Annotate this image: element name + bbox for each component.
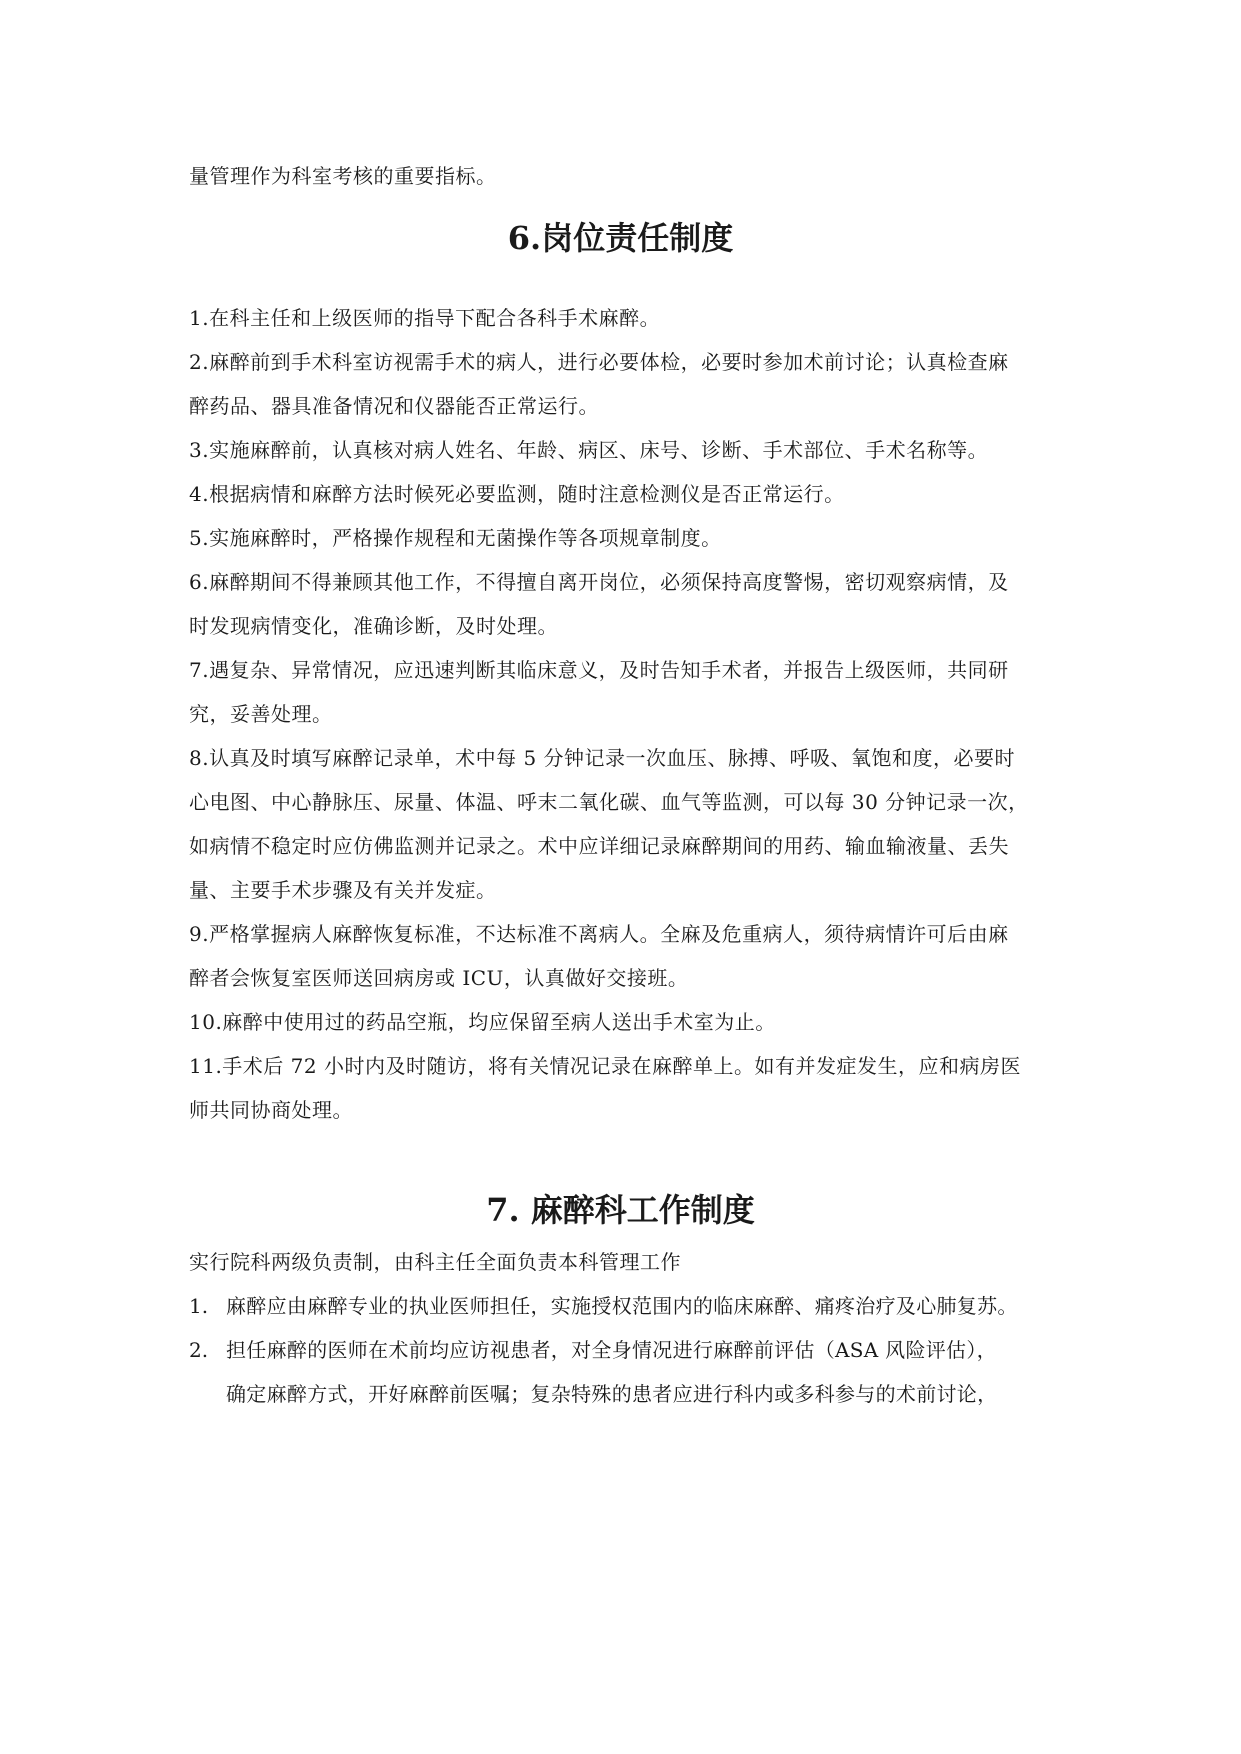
section-6-line: 4.根据病情和麻醉方法时候死必要监测，随时注意检测仪是否正常运行。 [189, 482, 845, 506]
section-7-title: 7. 麻醉科工作制度 [486, 1191, 755, 1229]
list-item-number: 2. [189, 1338, 209, 1362]
section-7-intro: 实行院科两级负责制，由科主任全面负责本科管理工作 [189, 1250, 681, 1274]
section-6-line: 8.认真及时填写麻醉记录单，术中每 5 分钟记录一次血压、脉搏、呼吸、氧饱和度，必要时 [189, 746, 1016, 770]
section-6-line: 醉药品、器具准备情况和仪器能否正常运行。 [189, 394, 599, 418]
section-6-line: 如病情不稳定时应仿佛监测并记录之。术中应详细记录麻醉期间的用药、输血输液量、丢失 [189, 834, 1009, 858]
section-6-line: 11.手术后 72 小时内及时随访，将有关情况记录在麻醉单上。如有并发症发生，应和病房医 [189, 1054, 1021, 1078]
section-6-line: 师共同协商处理。 [189, 1098, 353, 1122]
section-6-line: 6.麻醉期间不得兼顾其他工作，不得擅自离开岗位，必须保持高度警惕，密切观察病情，及 [189, 570, 1009, 594]
section-6-line: 醉者会恢复室医师送回病房或 ICU，认真做好交接班。 [189, 966, 689, 990]
section-6-line: 时发现病情变化，准确诊断，及时处理。 [189, 614, 558, 638]
list-item-text: 确定麻醉方式，开好麻醉前医嘱；复杂特殊的患者应进行科内或多科参与的术前讨论， [226, 1382, 998, 1406]
list-item-number: 1. [189, 1294, 209, 1318]
list-item-text: 麻醉应由麻醉专业的执业医师担任，实施授权范围内的临床麻醉、痛疼治疗及心肺复苏。 [226, 1294, 1018, 1318]
section-6-line: 心电图、中心静脉压、尿量、体温、呼末二氧化碳、血气等监测，可以每 30 分钟记录一次， [189, 790, 1029, 814]
section-6-line: 9.严格掌握病人麻醉恢复标准，不达标准不离病人。全麻及危重病人，须待病情许可后由麻 [189, 922, 1009, 946]
section-6-line: 究，妥善处理。 [189, 702, 333, 726]
section-6-line: 5.实施麻醉时，严格操作规程和无菌操作等各项规章制度。 [189, 526, 722, 550]
section-6-line: 2.麻醉前到手术科室访视需手术的病人，进行必要体检，必要时参加术前讨论；认真检查麻 [189, 350, 1009, 374]
list-item-text: 担任麻醉的医师在术前均应访视患者，对全身情况进行麻醉前评估（ASA 风险评估）， [226, 1338, 997, 1362]
section-6-line: 1.在科主任和上级医师的指导下配合各科手术麻醉。 [189, 306, 661, 330]
section-6-line: 10.麻醉中使用过的药品空瓶，均应保留至病人送出手术室为止。 [189, 1010, 776, 1034]
section-6-line: 7.遇复杂、异常情况，应迅速判断其临床意义，及时告知手术者，并报告上级医师，共同研 [189, 658, 1009, 682]
intro-paragraph: 量管理作为科室考核的重要指标。 [189, 164, 497, 188]
section-6-line: 量、主要手术步骤及有关并发症。 [189, 878, 497, 902]
section-6-line: 3.实施麻醉前，认真核对病人姓名、年龄、病区、床号、诊断、手术部位、手术名称等。 [189, 438, 989, 462]
section-6-title: 6.岗位责任制度 [507, 219, 734, 257]
